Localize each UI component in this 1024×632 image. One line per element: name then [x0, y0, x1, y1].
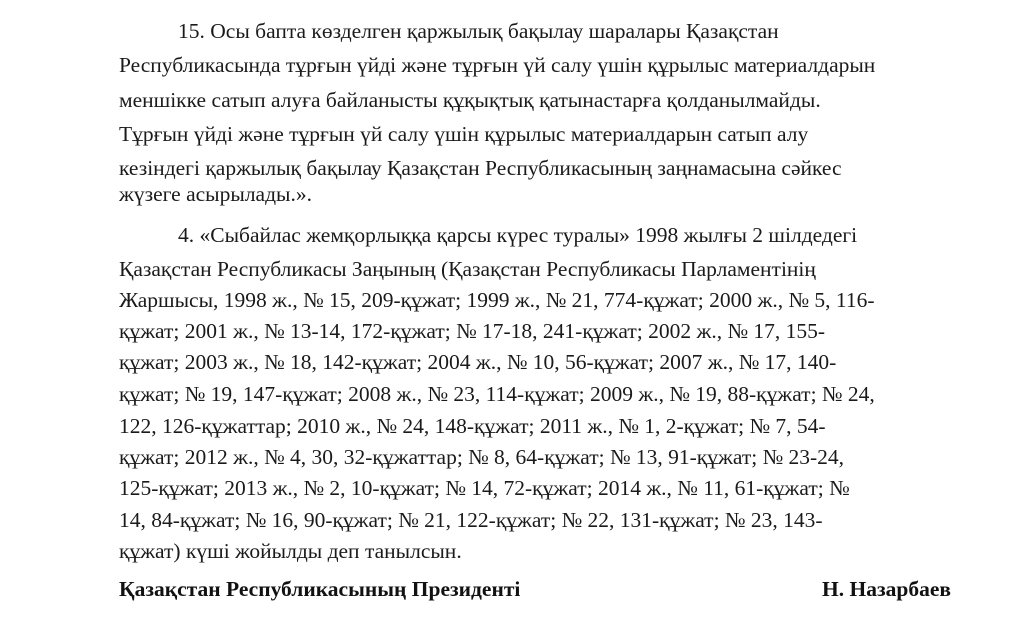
paragraph-15-line-5: кезіндегі қаржылық бақылау Қазақстан Республикасының заңнамасына сәйкес — [119, 156, 842, 180]
paragraph-15-line-1: 15. Осы бапта көзделген қаржылық бақылау шаралары Қазақстан — [178, 19, 779, 43]
paragraph-4-line-9: 125-құжат; 2013 ж., № 2, 10-құжат; № 14, 72-құжат; 2014 ж., № 11, 61-құжат; № — [119, 476, 850, 500]
paragraph-4-line-6: құжат; № 19, 147-құжат; 2008 ж., № 23, 114-құжат; 2009 ж., № 19, 88-құжат; № 24, — [119, 382, 875, 406]
paragraph-4-line-2: Қазақстан Республикасы Заңының (Қазақстан Республикасы Парламентінің — [119, 257, 816, 281]
paragraph-4-line-7: 122, 126-құжаттар; 2010 ж., № 24, 148-құжат; 2011 ж., № 1, 2-құжат; № 7, 54- — [119, 414, 826, 438]
paragraph-4-line-3: Жаршысы, 1998 ж., № 15, 209-құжат; 1999 ж., № 21, 774-құжат; 2000 ж., № 5, 116- — [119, 288, 875, 312]
paragraph-4-line-5: құжат; 2003 ж., № 18, 142-құжат; 2004 ж., № 10, 56-құжат; 2007 ж., № 17, 140- — [119, 350, 837, 374]
paragraph-4-line-8: құжат; 2012 ж., № 4, 30, 32-құжаттар; № 8, 64-құжат; № 13, 91-құжат; № 23-24, — [119, 445, 844, 469]
paragraph-4-line-4: құжат; 2001 ж., № 13-14, 172-құжат; № 17-18, 241-құжат; 2002 ж., № 17, 155- — [119, 319, 826, 343]
signature-title: Қазақстан Республикасының Президенті — [119, 577, 521, 601]
paragraph-4-line-11: құжат) күші жойылды деп танылсын. — [119, 539, 462, 563]
paragraph-15-line-3: меншікке сатып алуға байланысты құқықтық қатынастарға қолданылмайды. — [119, 88, 821, 112]
signature-name: Н. Назарбаев — [822, 577, 951, 601]
paragraph-4-line-1: 4. «Сыбайлас жемқорлыққа қарсы күрес туралы» 1998 жылғы 2 шілдедегі — [178, 223, 858, 247]
paragraph-4-line-10: 14, 84-құжат; № 16, 90-құжат; № 21, 122-құжат; № 22, 131-құжат; № 23, 143- — [119, 508, 823, 532]
paragraph-15-line-2: Республикасында тұрғын үйді және тұрғын үй салу үшін құрылыс материалдарын — [119, 53, 876, 77]
paragraph-15-line-6: жүзеге асырылады.». — [119, 182, 312, 206]
paragraph-15-line-4: Тұрғын үйді және тұрғын үй салу үшін құрылыс материалдарын сатып алу — [119, 122, 809, 146]
